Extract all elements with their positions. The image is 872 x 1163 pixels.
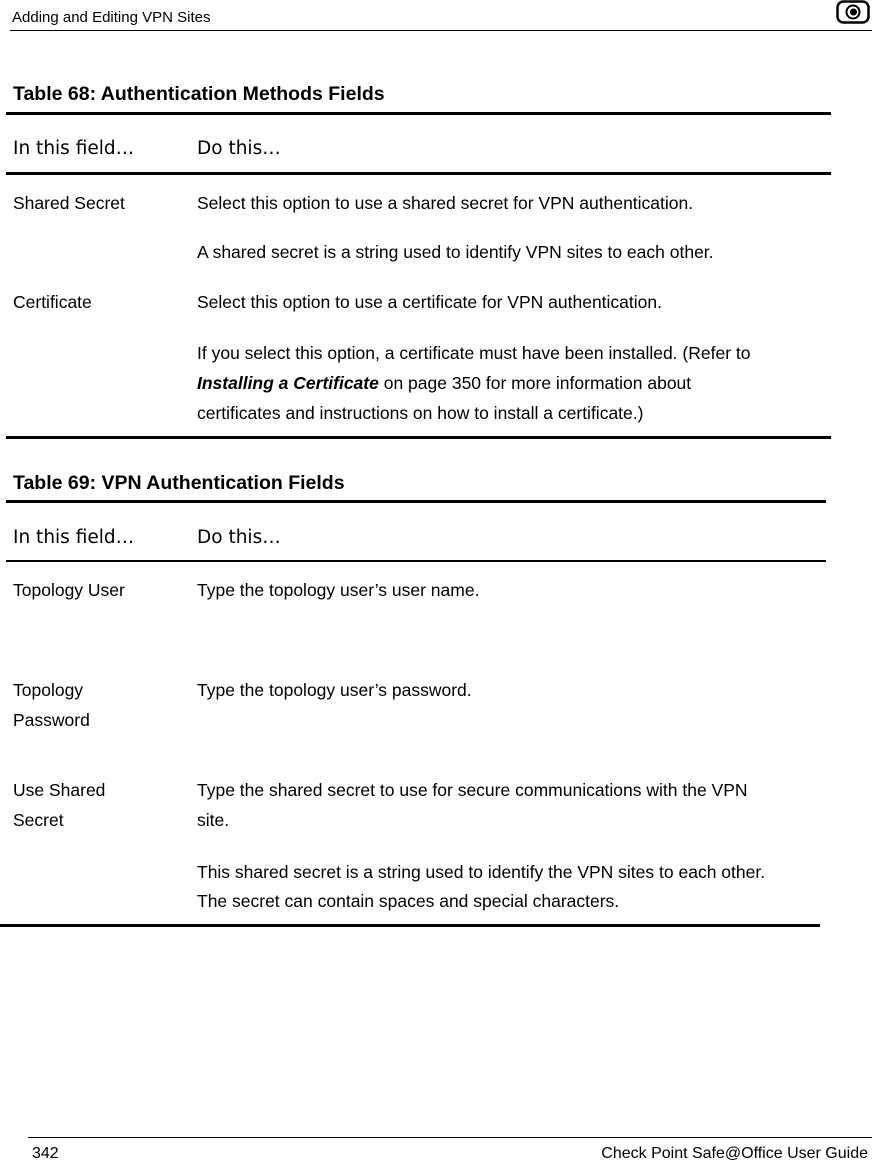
table-69-header-action: Do this…	[197, 527, 281, 548]
table-69-row-topology-password-field-line2: Password	[13, 710, 90, 730]
table-69-row-shared-secret-note-line2: The secret can contain spaces and special characters.	[197, 891, 620, 911]
header-divider	[10, 30, 872, 31]
installing-certificate-reference: Installing a Certificate	[197, 373, 379, 393]
table-68-row-shared-secret-field: Shared Secret	[13, 193, 125, 213]
table-69-row-shared-secret-desc-line1: Type the shared secret to use for secure communications with the VPN	[197, 780, 748, 800]
table-69-row-topology-password-field-line1: Topology	[13, 680, 84, 700]
table-68-row-certificate-field: Certificate	[13, 292, 92, 312]
table-68-row-certificate-note-line2	[197, 368, 812, 398]
table-68-top-rule	[6, 112, 831, 115]
page-reference-text: on page 350 for more information about	[378, 373, 692, 393]
table-69-row-shared-secret-desc-line2: site.	[197, 810, 230, 830]
table-68-header-field: In this field…	[13, 138, 135, 159]
table-68-header-action: Do this…	[197, 138, 281, 159]
table-68-row-shared-secret-note: A shared secret is a string used to identify VPN sites to each other.	[197, 242, 714, 262]
table-69-row-topology-user-field: Topology User	[13, 580, 125, 600]
table-69-caption: Table 69: VPN Authentication Fields	[13, 472, 345, 494]
table-69-header-rule	[6, 560, 826, 562]
running-header-title: Adding and Editing VPN Sites	[12, 9, 211, 26]
table-68-row-certificate-note-line1: If you select this option, a certificate must have been installed. (Refer to	[197, 343, 751, 363]
table-68-caption: Table 68: Authentication Methods Fields	[13, 83, 385, 105]
table-69-row-shared-secret-note-line1: This shared secret is a string used to identify the VPN sites to each other.	[197, 862, 766, 882]
table-69-top-rule	[6, 500, 826, 503]
table-69-row-topology-user-desc: Type the topology user’s user name.	[197, 580, 480, 600]
table-69-row-shared-secret-field-line1: Use Shared	[13, 780, 106, 800]
table-68-row-certificate-desc: Select this option to use a certificate for VPN authentication.	[197, 292, 662, 312]
table-69-bottom-rule	[0, 924, 820, 927]
table-69-row-topology-password-desc: Type the topology user’s password.	[197, 680, 472, 700]
table-69-header-field: In this field…	[13, 527, 135, 548]
page-number: 342	[32, 1145, 59, 1162]
table-68-bottom-rule	[6, 436, 831, 439]
table-69-row-shared-secret-field-line2: Secret	[13, 810, 64, 830]
footer-divider	[28, 1137, 872, 1138]
guide-title: Check Point Safe@Office User Guide	[601, 1145, 868, 1162]
check-point-logo-icon	[836, 0, 870, 24]
table-68-row-certificate-note-line3: certificates and instructions on how to install a certificate.)	[197, 403, 644, 423]
table-68-header-rule	[6, 172, 831, 175]
table-68-row-shared-secret-desc: Select this option to use a shared secret for VPN authentication.	[197, 193, 694, 213]
